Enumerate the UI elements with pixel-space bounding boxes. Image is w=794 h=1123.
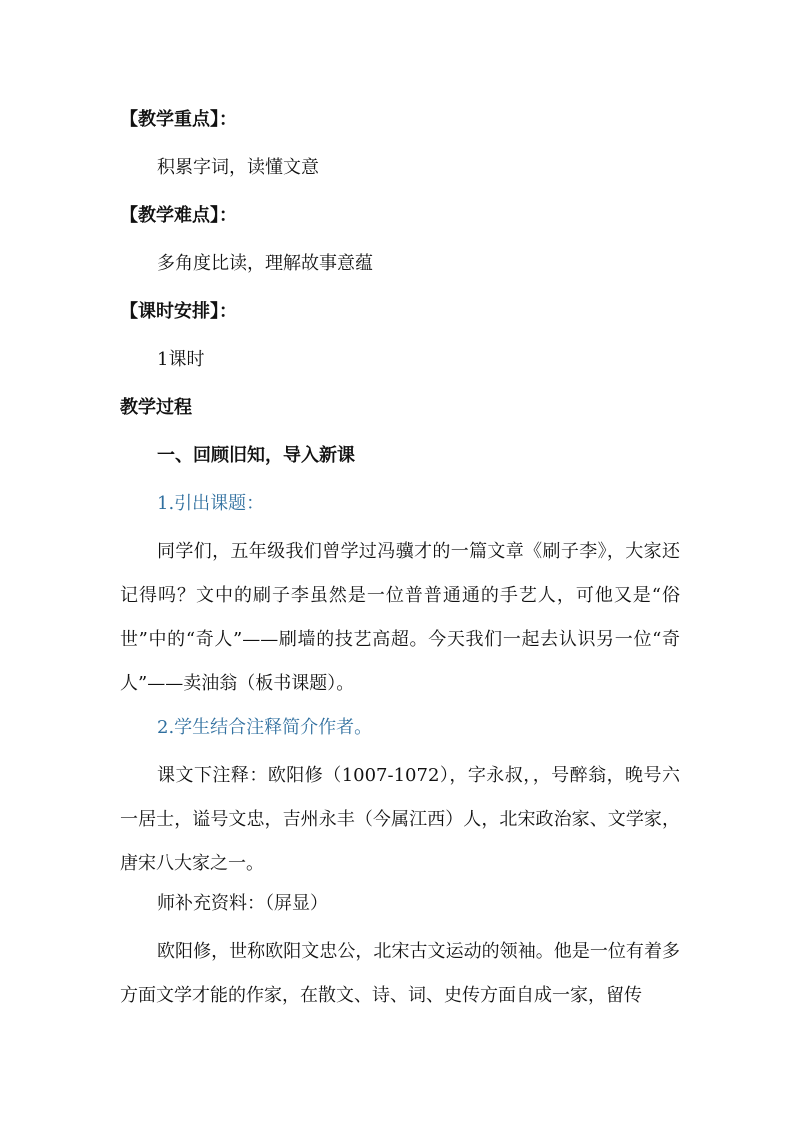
difficulties-heading: 【教学难点】：	[120, 205, 237, 226]
teacher-note: 师补充资料：（屏显）	[157, 893, 328, 914]
schedule-text: 1课时	[157, 349, 205, 370]
key-points-heading: 【教学重点】：	[120, 109, 237, 130]
sub1-paragraph: 同学们，五年级我们曾学过冯骥才的一篇文章《刷子李》，大家还记得吗？文中的刷子李虽然是一位普普通通的手艺人，可他又是“俗世”中的“奇人”——刷墙的技艺高超。今天我们一起去认识另一位“奇人”——卖油翁（板书课题）。	[120, 541, 680, 694]
difficulties-text: 多角度比读，理解故事意蕴	[157, 253, 373, 274]
final-paragraph: 欧阳修，世称欧阳文忠公，北宋古文运动的领袖。他是一位有着多方面文学才能的作家，在散文、诗、词、史传方面自成一家，留传	[120, 941, 680, 1006]
sub2-heading: 2.学生结合注释简介作者。	[157, 717, 373, 738]
sub2-paragraph: 课文下注释：欧阳修（1007-1072），字永叔，，号醉翁，晚号六一居士，谥号文忠，吉州永丰（今属江西）人，北宋政治家、文学家，唐宋八大家之一。	[120, 765, 680, 874]
process-heading: 教学过程	[120, 397, 192, 418]
sub1-heading: 1.引出课题：	[157, 493, 265, 514]
step1-heading: 一、回顾旧知，导入新课	[157, 445, 355, 466]
schedule-heading: 【课时安排】：	[120, 301, 237, 322]
key-points-text: 积累字词，读懂文意	[157, 157, 319, 178]
